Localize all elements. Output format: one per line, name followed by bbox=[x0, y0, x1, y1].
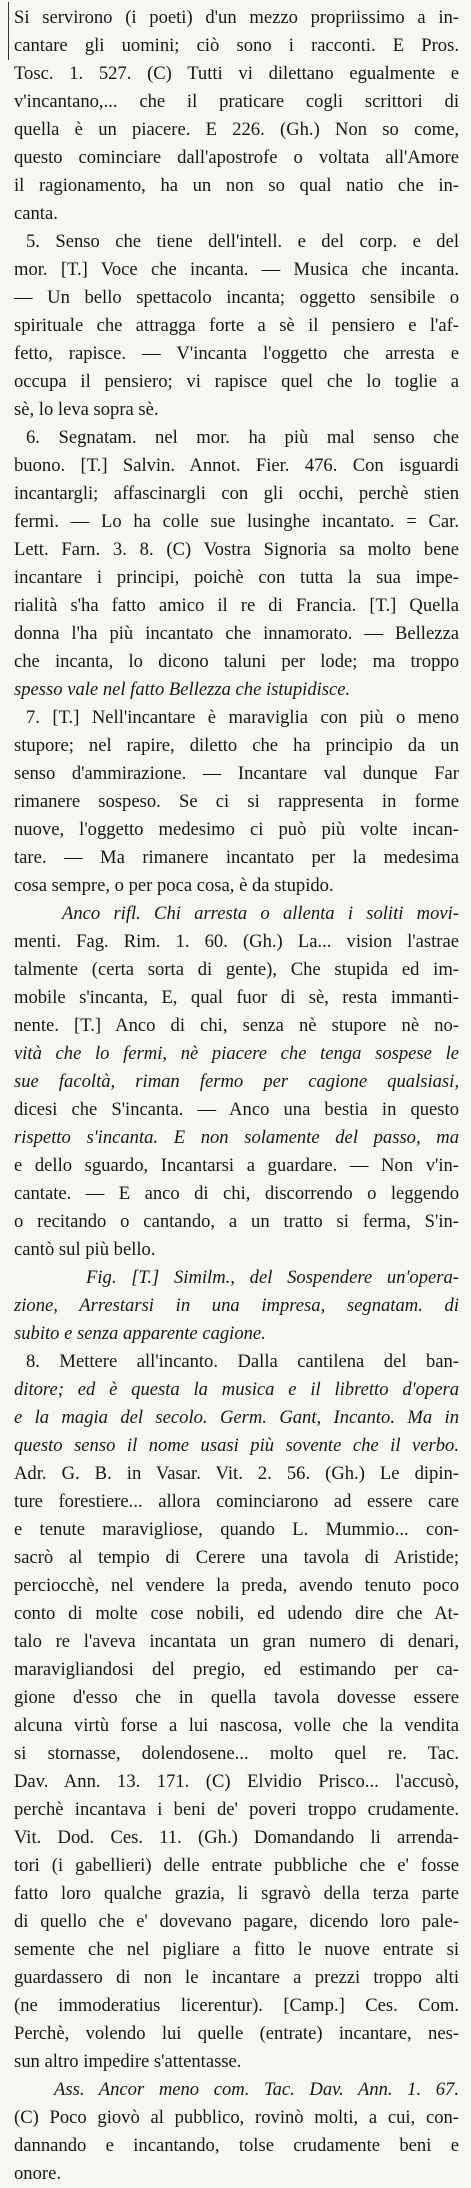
text-line: rialità s'ha fatto amico il re di Francia. [T.] Quella bbox=[14, 595, 459, 616]
text-line: rispetto s'incanta. E non solamente del passo, ma bbox=[14, 1127, 459, 1148]
text-line: stupore; nel rapire, diletto che ha principio da un bbox=[14, 735, 459, 756]
text-line: mor. [T.] Voce che incanta. — Musica che incanta. bbox=[14, 259, 459, 280]
text-line: 7. [T.] Nell'incantare è maraviglia con più o meno bbox=[26, 707, 459, 728]
text-line: cantare gli uomini; ciò sono i racconti. E Pros. bbox=[14, 35, 459, 56]
text-line: spirituale che attragga forte a sè il pensiero e l'af- bbox=[14, 315, 459, 336]
entry-text-body bbox=[14, 4, 459, 2188]
text-line: gione d'esso che in quella tavola dovesse essere bbox=[14, 1687, 459, 1708]
text-line: e tenute maravigliose, quando L. Mummio... con- bbox=[14, 1519, 459, 1540]
text-line: senso d'ammirazione. — Incantare val dunque Far bbox=[14, 763, 459, 784]
text-line: Ass. Ancor meno com. Tac. Dav. Ann. 1. 67. bbox=[54, 2079, 459, 2100]
text-line: fermi. — Lo ha colle sue lusinghe incantato. = Car. bbox=[14, 511, 459, 532]
text-line: nente. [T.] Anco di chi, senza nè stupore nè no- bbox=[14, 1015, 459, 1036]
text-line: questo cominciare dall'apostrofe o voltata all'Amore bbox=[14, 147, 459, 168]
text-line: talmente (certa sorta di gente), Che stupida ed im- bbox=[14, 959, 459, 980]
text-line: buono. [T.] Salvin. Annot. Fier. 476. Con isguardi bbox=[14, 455, 459, 476]
text-line: Adr. G. B. in Vasar. Vit. 2. 56. (Gh.) Le dipin- bbox=[14, 1463, 459, 1484]
text-line: cantate. — E anco di chi, discorrendo o leggendo bbox=[14, 1183, 459, 1204]
text-line: 6. Segnatam. nel mor. ha più mal senso che bbox=[26, 427, 459, 448]
text-line: o recitando o cantando, a un tratto si ferma, S'in- bbox=[14, 1211, 459, 1232]
text-line: dannando e incantando, tolse crudamente beni e bbox=[14, 2135, 459, 2156]
text-line: Perchè, volendo lui quelle (entrate) incantare, nes- bbox=[14, 2023, 459, 2044]
text-line: il ragionamento, ha un non so qual natio che in- bbox=[14, 175, 459, 196]
text-line: sè, lo leva sopra sè. bbox=[14, 399, 159, 420]
text-line: e dello sguardo, Incantarsi a guardare. — Non v'in- bbox=[14, 1155, 459, 1176]
text-line: cantò sul più bello. bbox=[14, 1239, 156, 1260]
text-line: conto di molte cose nobili, ed udendo dire che At- bbox=[14, 1603, 459, 1624]
text-line: dicesi che S'incanta. — Anco una bestia in questo bbox=[14, 1099, 459, 1120]
text-line: mobile s'incanta, E, qual fuor di sè, resta immanti- bbox=[14, 987, 459, 1008]
text-line: fatto loro qualche grazia, li sgravò della terza parte bbox=[14, 1883, 459, 1904]
text-line: tare. — Ma rimanere incantato per la medesima bbox=[14, 847, 459, 868]
text-line: sun altro impedire s'attentasse. bbox=[14, 2051, 242, 2072]
text-line: Anco rifl. Chi arresta o allenta i soliti movi- bbox=[62, 903, 459, 924]
text-line: cosa sempre, o per poca cosa, è da stupido. bbox=[14, 875, 334, 896]
text-line: semente che nel pigliare a fitto le nuove entrate si bbox=[14, 1939, 459, 1960]
text-line: Fig. [T.] Similm., del Sospendere un'opera- bbox=[86, 1267, 459, 1288]
text-line: ture forestiere... allora cominciarono ad essere care bbox=[14, 1491, 459, 1512]
text-line: e la magia del secolo. Germ. Gant, Incanto. Ma in bbox=[14, 1407, 459, 1428]
text-line: tori (i gabellieri) delle entrate pubbliche che e' fosse bbox=[14, 1855, 459, 1876]
text-line: sacrò al tempio di Cerere una tavola di Aristide; bbox=[14, 1547, 459, 1568]
text-line: Lett. Farn. 3. 8. (C) Vostra Signoria sa molto bene bbox=[14, 539, 459, 560]
text-line: perciocchè, nel vendere la preda, avendo tenuto poco bbox=[14, 1575, 459, 1596]
text-line: zione, Arrestarsi in una impresa, segnatam. di bbox=[14, 1295, 459, 1316]
text-line: ditore; ed è questa la musica e il libretto d'opera bbox=[14, 1379, 459, 1400]
text-line: rimanere sospeso. Se ci si rappresenta in forme bbox=[14, 791, 459, 812]
text-line: Tosc. 1. 527. (C) Tutti vi dilettano egualmente e bbox=[14, 63, 459, 84]
text-line: incantare i principi, poichè con tutta la sua impe- bbox=[14, 567, 459, 588]
text-line: Vit. Dod. Ces. 11. (Gh.) Domandando li arrenda- bbox=[14, 1827, 459, 1848]
text-line: occupa il pensiero; vi rapisce quel che lo toglie a bbox=[14, 371, 459, 392]
margin-rule bbox=[8, 2, 9, 60]
text-line: — Un bello spettacolo incanta; oggetto sensibile o bbox=[14, 287, 459, 308]
text-line: Si servirono (i poeti) d'un mezzo propriissimo a in- bbox=[14, 7, 459, 28]
text-line: Dav. Ann. 13. 171. (C) Elvidio Prisco... l'accusò, bbox=[14, 1771, 459, 1792]
text-line: subito e senza apparente cagione. bbox=[14, 1323, 266, 1344]
text-line: vità che lo fermi, nè piacere che tenga sospese le bbox=[14, 1043, 459, 1064]
text-line: alcuna virtù forse a lui nascosa, volle che la vendita bbox=[14, 1715, 459, 1736]
text-line: di quello che e' dovevano pagare, dicendo loro pale- bbox=[14, 1911, 459, 1932]
text-line: perchè incantava i beni de' poveri troppo crudamente. bbox=[14, 1799, 459, 1820]
text-line: talo re l'aveva incantata un gran numero di denari, bbox=[14, 1631, 459, 1652]
text-line: v'incantano,... che il praticare cogli scrittori di bbox=[14, 91, 459, 112]
text-line: fetto, rapisce. — V'incanta l'oggetto che arresta e bbox=[14, 343, 459, 364]
text-line: guardassero di non le incantare a prezzi troppo alti bbox=[14, 1967, 459, 1988]
text-line: maravigliandosi del pregio, ed estimando per ca- bbox=[14, 1659, 459, 1680]
text-line: canta. bbox=[14, 203, 58, 224]
text-line: (ne immoderatius licerentur). [Camp.] Ces. Com. bbox=[14, 1995, 459, 2016]
text-line: (C) Poco giovò al pubblico, rovinò molti, a cui, con- bbox=[14, 2107, 459, 2128]
text-line: che incanta, lo dicono taluni per lode; ma troppo bbox=[14, 651, 459, 672]
text-line: menti. Fag. Rim. 1. 60. (Gh.) La... vision l'astrae bbox=[14, 931, 459, 952]
text-line: si stornasse, dolendosene... molto quel re. Tac. bbox=[14, 1743, 459, 1764]
text-line: nuove, l'oggetto medesimo ci può più volte incan- bbox=[14, 819, 459, 840]
text-line: onore. bbox=[14, 2163, 61, 2184]
text-line: 5. Senso che tiene dell'intell. e del corp. e del bbox=[26, 231, 459, 252]
text-line: donna l'ha più incantato che innamorato. — Bellezza bbox=[14, 623, 459, 644]
text-line: sue facoltà, riman fermo per cagione qualsiasi, bbox=[14, 1071, 459, 1092]
text-line: questo senso il nome usasi più sovente che il verbo. bbox=[14, 1435, 459, 1456]
text-line: spesso vale nel fatto Bellezza che istupidisce. bbox=[14, 679, 351, 700]
text-line: 8. Mettere all'incanto. Dalla cantilena del ban- bbox=[26, 1351, 459, 1372]
text-line: incantargli; affascinargli con gli occhi, perchè stien bbox=[14, 483, 459, 504]
text-line: quella è un piacere. E 226. (Gh.) Non so come, bbox=[14, 119, 459, 140]
